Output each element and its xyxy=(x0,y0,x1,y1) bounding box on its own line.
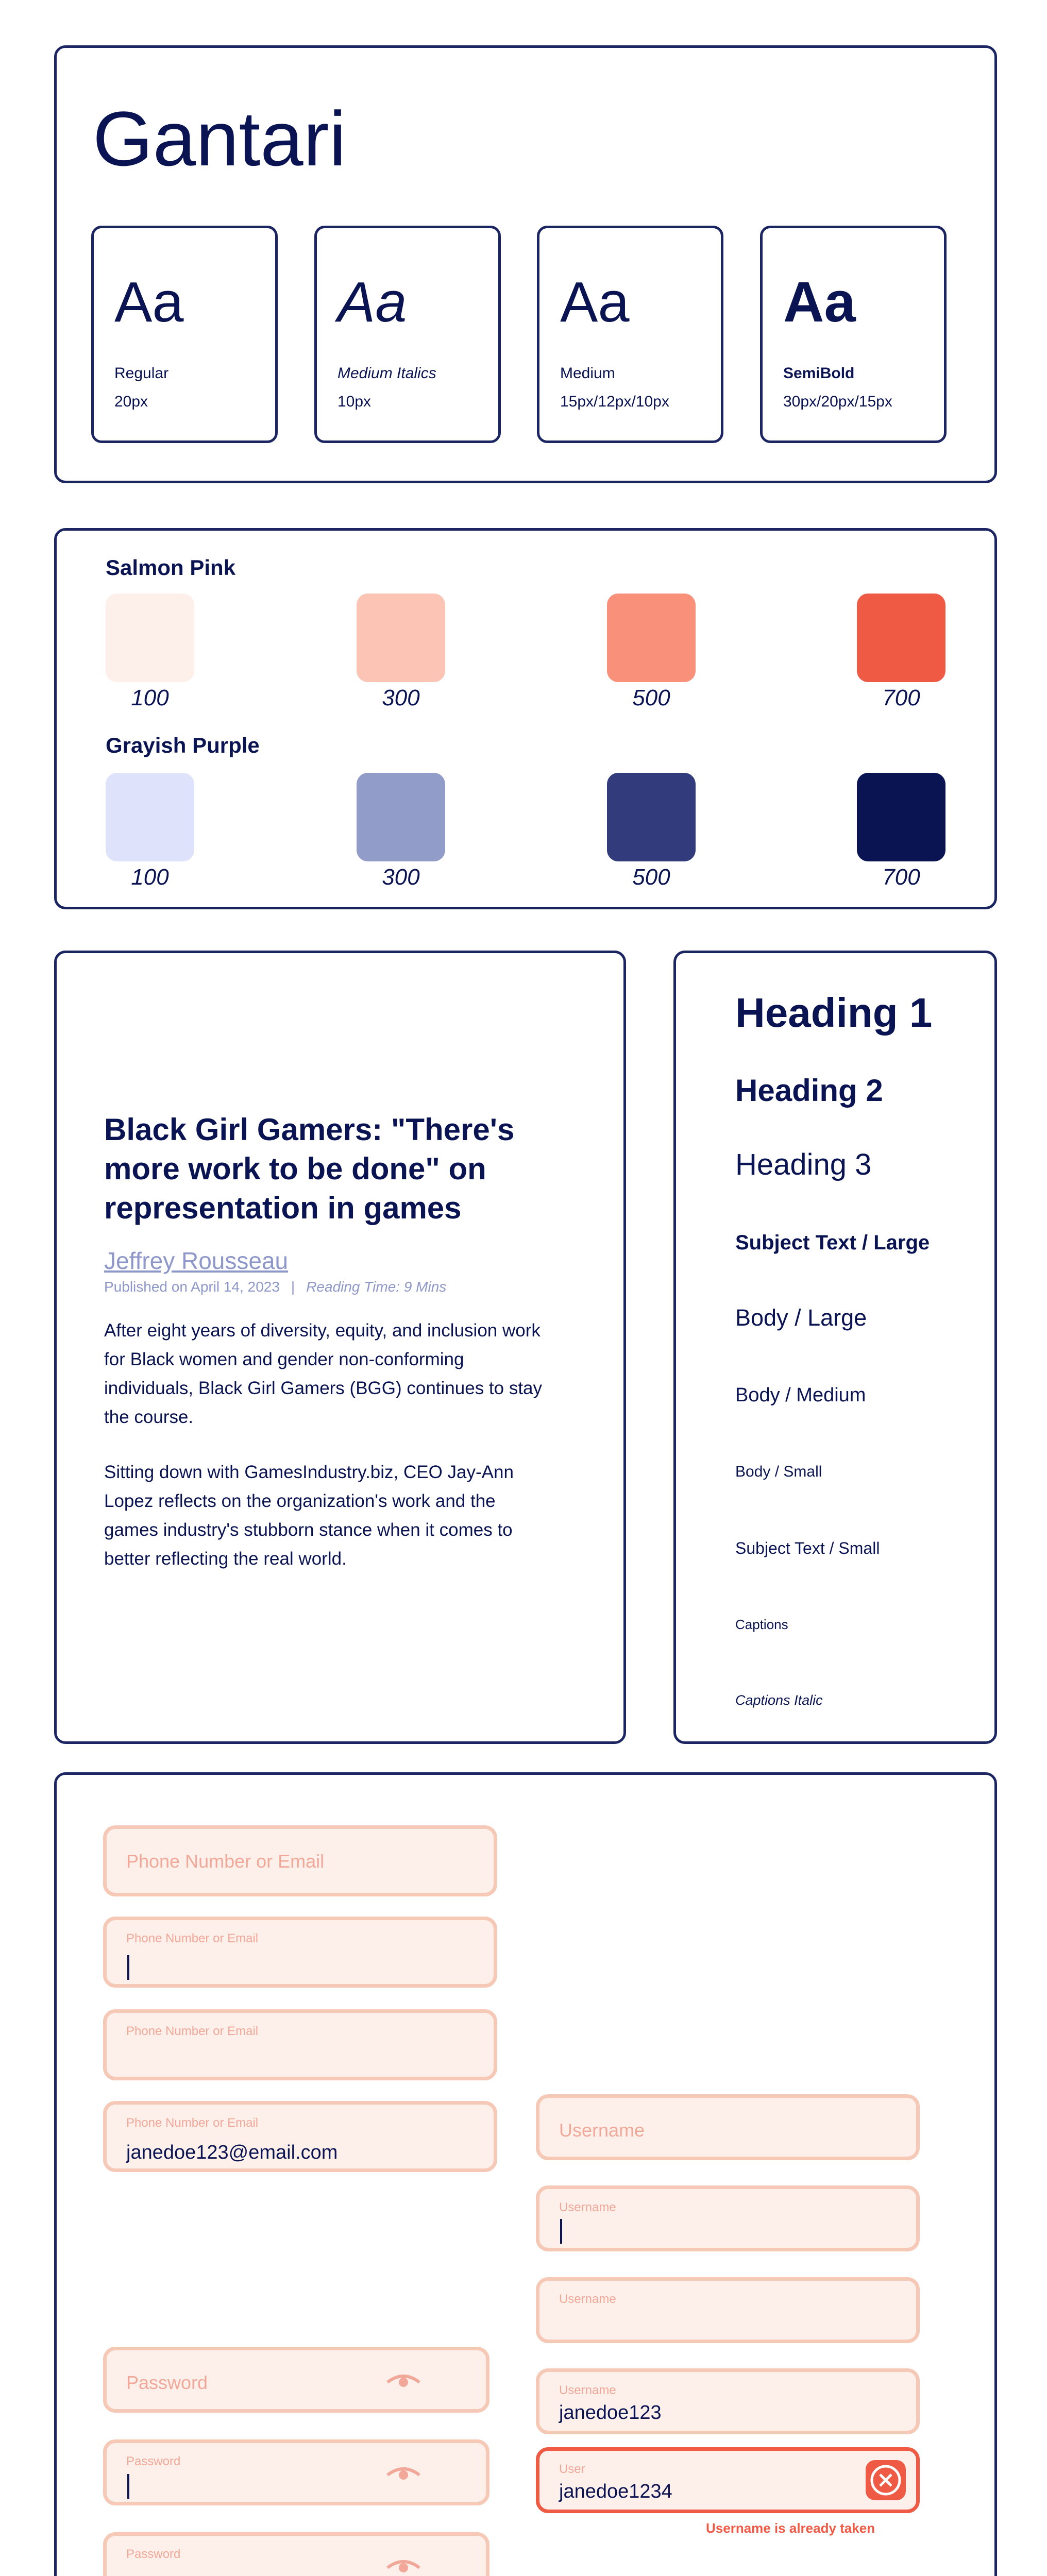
input-label: Phone Number or Email xyxy=(126,2024,259,2038)
input-label: Password xyxy=(126,2454,181,2468)
swatch-purple-700 xyxy=(857,773,945,861)
swatch-label: 100 xyxy=(131,685,169,710)
inputs-card xyxy=(54,1772,997,2576)
input-label: Password xyxy=(126,2547,181,2561)
text-caret xyxy=(560,2219,562,2244)
input-label: Username xyxy=(559,2383,616,2397)
swatch-label: 300 xyxy=(382,865,420,890)
swatch-salmon-500 xyxy=(607,594,696,682)
text-caret xyxy=(127,1955,129,1980)
swatch-purple-100 xyxy=(106,773,194,861)
swatch-salmon-100 xyxy=(106,594,194,682)
heading-2-sample: Heading 2 xyxy=(735,1073,883,1108)
specimen-sample: Aa xyxy=(114,270,184,334)
published-date: Published on April 14, 2023 xyxy=(104,1279,280,1295)
specimen-sample: Aa xyxy=(337,270,407,334)
swatch-label: 700 xyxy=(882,685,920,710)
subject-large-sample: Subject Text / Large xyxy=(735,1231,930,1254)
article-paragraph: Sitting down with GamesIndustry.biz, CEO Jay-Ann Lopez reflects on the organization's work and the games industry's stubborn stance when it comes to better reflecting the real world. xyxy=(104,1462,514,1569)
password-input-empty[interactable] xyxy=(103,2347,489,2413)
input-placeholder: Password xyxy=(126,2372,208,2393)
body-small-sample: Body / Small xyxy=(735,1463,822,1480)
article-author-link[interactable]: Jeffrey Rousseau xyxy=(104,1247,289,1274)
password-input-focused[interactable] xyxy=(103,2439,489,2505)
eye-icon[interactable] xyxy=(385,2558,421,2574)
input-label: Username xyxy=(559,2200,616,2214)
swatch-label: 300 xyxy=(382,685,420,710)
clear-button[interactable] xyxy=(866,2460,906,2500)
swatch-label: 100 xyxy=(131,865,169,890)
swatch-purple-300 xyxy=(357,773,445,861)
specimen-sample: Aa xyxy=(783,270,856,334)
phone-input-empty[interactable] xyxy=(103,1825,497,1896)
input-value: janedoe1234 xyxy=(559,2481,672,2502)
input-placeholder: Username xyxy=(559,2120,645,2141)
swatch-purple-500 xyxy=(607,773,696,861)
color-group-title: Grayish Purple xyxy=(106,733,260,757)
subject-small-sample: Subject Text / Small xyxy=(735,1539,880,1557)
username-input-focused[interactable] xyxy=(536,2185,920,2251)
eye-icon[interactable] xyxy=(385,2466,421,2481)
article-meta xyxy=(104,1279,446,1295)
swatch-salmon-700 xyxy=(857,594,945,682)
meta-separator: | xyxy=(291,1279,295,1295)
close-icon xyxy=(866,2460,906,2500)
type-scale-card xyxy=(673,951,997,1744)
color-group-title: Salmon Pink xyxy=(106,555,236,580)
username-input-labelled[interactable] xyxy=(536,2277,920,2343)
text-caret xyxy=(127,2474,129,2499)
phone-input-focused[interactable] xyxy=(103,1917,497,1988)
specimen-size: 20px xyxy=(114,393,148,410)
specimen-medium-italics xyxy=(314,226,501,443)
swatch-label: 500 xyxy=(632,685,670,710)
specimen-size: 30px/20px/15px xyxy=(783,393,892,410)
font-name: Gantari xyxy=(93,95,346,182)
specimen-regular xyxy=(91,226,278,443)
specimen-size: 15px/12px/10px xyxy=(560,393,669,410)
username-input-error[interactable] xyxy=(536,2447,920,2513)
password-input-labelled[interactable] xyxy=(103,2532,489,2576)
colors-card xyxy=(54,528,997,909)
typography-card xyxy=(54,45,997,483)
reading-time: Reading Time: 9 Mins xyxy=(306,1279,447,1295)
captions-italic-sample: Captions Italic xyxy=(735,1692,823,1708)
specimen-name: Regular xyxy=(114,365,169,382)
phone-input-labelled[interactable] xyxy=(103,2009,497,2080)
phone-input-filled[interactable] xyxy=(103,2101,497,2172)
specimen-name: Medium xyxy=(560,365,615,382)
input-value: janedoe123 xyxy=(559,2402,662,2424)
input-label: Username xyxy=(559,2292,616,2306)
input-label: User xyxy=(559,2462,585,2476)
body-medium-sample: Body / Medium xyxy=(735,1384,866,1406)
specimen-name: SemiBold xyxy=(783,365,855,382)
specimen-size: 10px xyxy=(337,393,371,410)
swatch-salmon-300 xyxy=(357,594,445,682)
article-paragraph: After eight years of diversity, equity, and inclusion work for Black women and gender non-conforming individuals, Black Girl Gamers (BGG) continues to stay the course. xyxy=(104,1320,543,1427)
body-large-sample: Body / Large xyxy=(735,1304,867,1331)
specimen-sample: Aa xyxy=(560,270,630,334)
specimen-name: Medium Italics xyxy=(337,365,436,382)
eye-icon[interactable] xyxy=(385,2373,421,2388)
username-input-filled[interactable] xyxy=(536,2368,920,2434)
input-label: Phone Number or Email xyxy=(126,2116,259,2130)
heading-1-sample: Heading 1 xyxy=(735,990,933,1036)
specimen-medium xyxy=(537,226,723,443)
article-card xyxy=(54,951,626,1744)
heading-3-sample: Heading 3 xyxy=(735,1148,872,1181)
swatch-label: 700 xyxy=(882,865,920,890)
username-input-empty[interactable] xyxy=(536,2094,920,2160)
captions-sample: Captions xyxy=(735,1617,788,1632)
input-label: Phone Number or Email xyxy=(126,1931,259,1945)
input-placeholder: Phone Number or Email xyxy=(126,1851,325,1872)
specimen-semibold xyxy=(760,226,947,443)
input-value: janedoe123@email.com xyxy=(126,2142,338,2163)
article-title: Black Girl Gamers: "There's more work to be done" on representation in games xyxy=(104,1112,515,1225)
username-error-message: Username is already taken xyxy=(706,2520,875,2536)
swatch-label: 500 xyxy=(632,865,670,890)
